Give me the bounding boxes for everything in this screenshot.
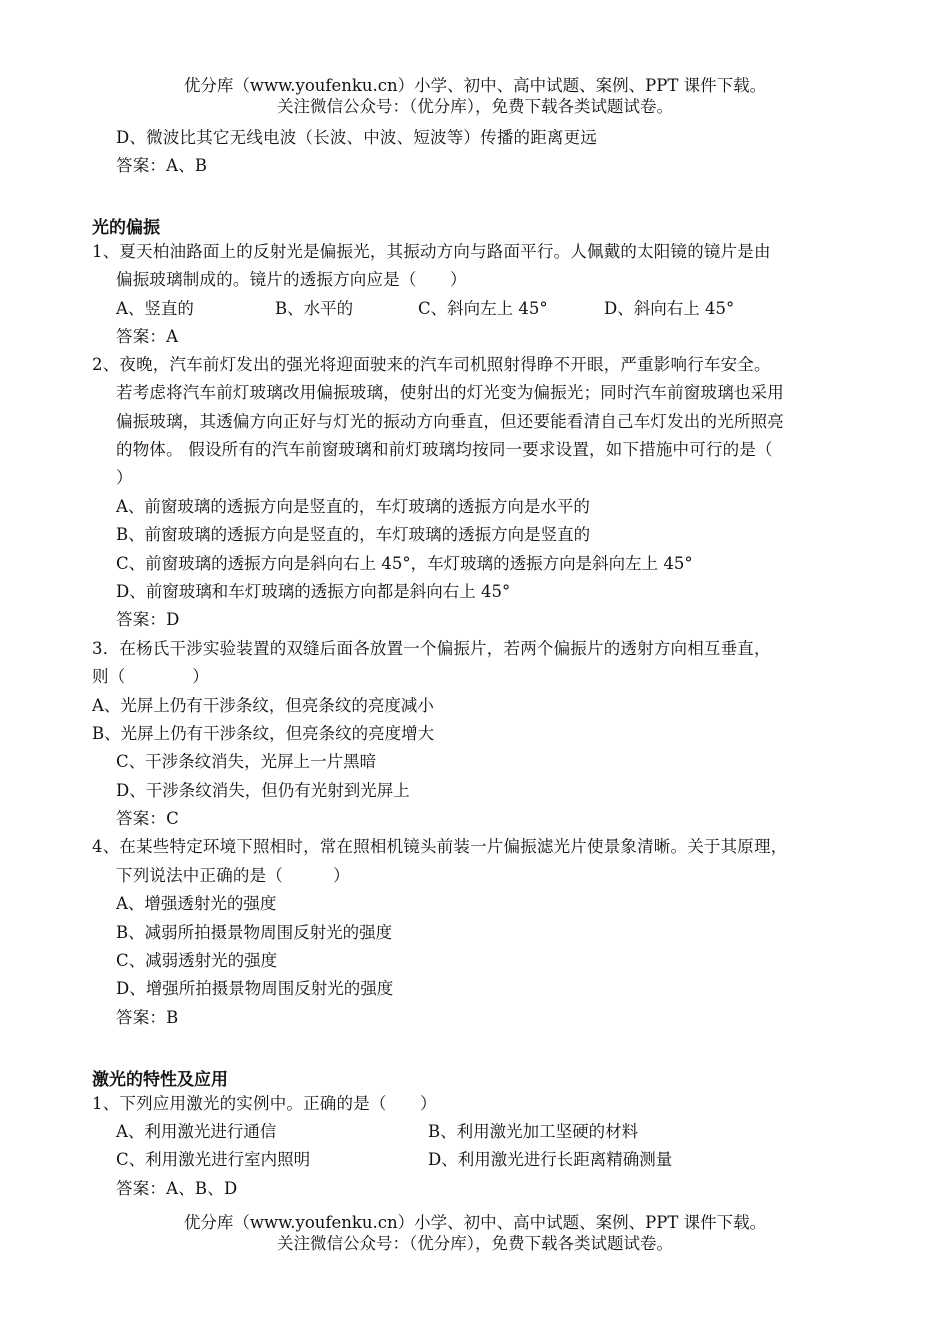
q1-line-2: 偏振玻璃制成的。镜片的透振方向应是（ ） xyxy=(116,270,467,289)
q4-line-2: 下列说法中正确的是（ ） xyxy=(116,866,350,885)
q2-option-a: A、前窗玻璃的透振方向是竖直的，车灯玻璃的透振方向是水平的 xyxy=(116,497,590,516)
q3-option-d: D、干涉条纹消失，但仍有光射到光屏上 xyxy=(116,781,410,800)
q2-line-4: 的物体。 假设所有的汽车前窗玻璃和前灯玻璃均按同一要求设置，如下措施中可行的是（ xyxy=(116,440,773,459)
q1-option-c: C、斜向左上 45° xyxy=(418,299,548,318)
q1-line-1: 1、夏天柏油路面上的反射光是偏振光，其振动方向与路面平行。人佩戴的太阳镜的镜片是由 xyxy=(92,242,771,261)
q4-option-c: C、减弱透射光的强度 xyxy=(116,951,278,970)
laser-q1-line: 1、下列应用激光的实例中。正确的是（ ） xyxy=(92,1094,437,1113)
q4-option-d: D、增强所拍摄景物周围反射光的强度 xyxy=(116,979,394,998)
q2-option-d: D、前窗玻璃和车灯玻璃的透振方向都是斜向右上 45° xyxy=(116,582,511,601)
q3-option-b: B、光屏上仍有干涉条纹，但亮条纹的亮度增大 xyxy=(92,724,435,743)
footer-line-2: 关注微信公众号：（优分库），免费下载各类试题试卷。 xyxy=(277,1234,673,1253)
q2-option-b: B、前窗玻璃的透振方向是竖直的，车灯玻璃的透振方向是竖直的 xyxy=(116,525,591,544)
laser-q1-option-c: C、利用激光进行室内照明 xyxy=(116,1150,311,1169)
q3-option-c: C、干涉条纹消失，光屏上一片黑暗 xyxy=(116,752,377,771)
q2-line-5: ） xyxy=(116,468,133,487)
q1-answer: 答案：A xyxy=(116,327,179,346)
q1-option-d: D、斜向右上 45° xyxy=(604,299,735,318)
top-answer: 答案：A、B xyxy=(116,156,208,175)
top-option-d: D、微波比其它无线电波（长波、中波、短波等）传播的距离更远 xyxy=(116,128,598,147)
q4-option-a: A、增强透射光的强度 xyxy=(116,894,277,913)
q3-option-a: A、光屏上仍有干涉条纹，但亮条纹的亮度减小 xyxy=(92,696,434,715)
q4-option-b: B、减弱所拍摄景物周围反射光的强度 xyxy=(116,923,393,942)
laser-q1-answer: 答案：A、B、D xyxy=(116,1179,238,1198)
q4-answer: 答案：B xyxy=(116,1008,179,1027)
laser-q1-option-d: D、利用激光进行长距离精确测量 xyxy=(428,1150,673,1169)
laser-q1-option-b: B、利用激光加工坚硬的材料 xyxy=(428,1122,639,1141)
q2-line-2: 若考虑将汽车前灯玻璃改用偏振玻璃，使射出的灯光变为偏振光；同时汽车前窗玻璃也采用 xyxy=(116,383,784,402)
q2-line-1: 2、夜晚，汽车前灯发出的强光将迎面驶来的汽车司机照射得睁不开眼，严重影响行车安全。 xyxy=(92,355,771,374)
q3-line-1: 3．在杨氏干涉实验装置的双缝后面各放置一个偏振片，若两个偏振片的透射方向相互垂直， xyxy=(92,639,771,658)
header-line-2: 关注微信公众号：（优分库），免费下载各类试题试卷。 xyxy=(277,97,673,116)
footer-line-1: 优分库（www.youfenku.cn）小学、初中、高中试题、案例、PPT 课件下载。 xyxy=(183,1213,767,1232)
q1-option-b: B、水平的 xyxy=(275,299,354,318)
section-title-polarization: 光的偏振 xyxy=(92,218,160,238)
q3-answer: 答案：C xyxy=(116,809,179,828)
section-title-laser: 激光的特性及应用 xyxy=(92,1070,228,1090)
q3-line-2: 则（ ） xyxy=(92,667,209,686)
q4-line-1: 4、在某些特定环境下照相时，常在照相机镜头前装一片偏振滤光片使景象清晰。关于其原理， xyxy=(92,837,788,856)
header-line-1: 优分库（www.youfenku.cn）小学、初中、高中试题、案例、PPT 课件下载。 xyxy=(183,76,767,95)
laser-q1-option-a: A、利用激光进行通信 xyxy=(116,1122,277,1141)
q2-answer: 答案：D xyxy=(116,610,180,629)
q2-line-3: 偏振玻璃，其透偏方向正好与灯光的振动方向垂直，但还要能看清自己车灯发出的光所照亮 xyxy=(116,412,784,431)
q1-option-a: A、竖直的 xyxy=(116,299,194,318)
q2-option-c: C、前窗玻璃的透振方向是斜向右上 45°，车灯玻璃的透振方向是斜向左上 45° xyxy=(116,554,693,573)
